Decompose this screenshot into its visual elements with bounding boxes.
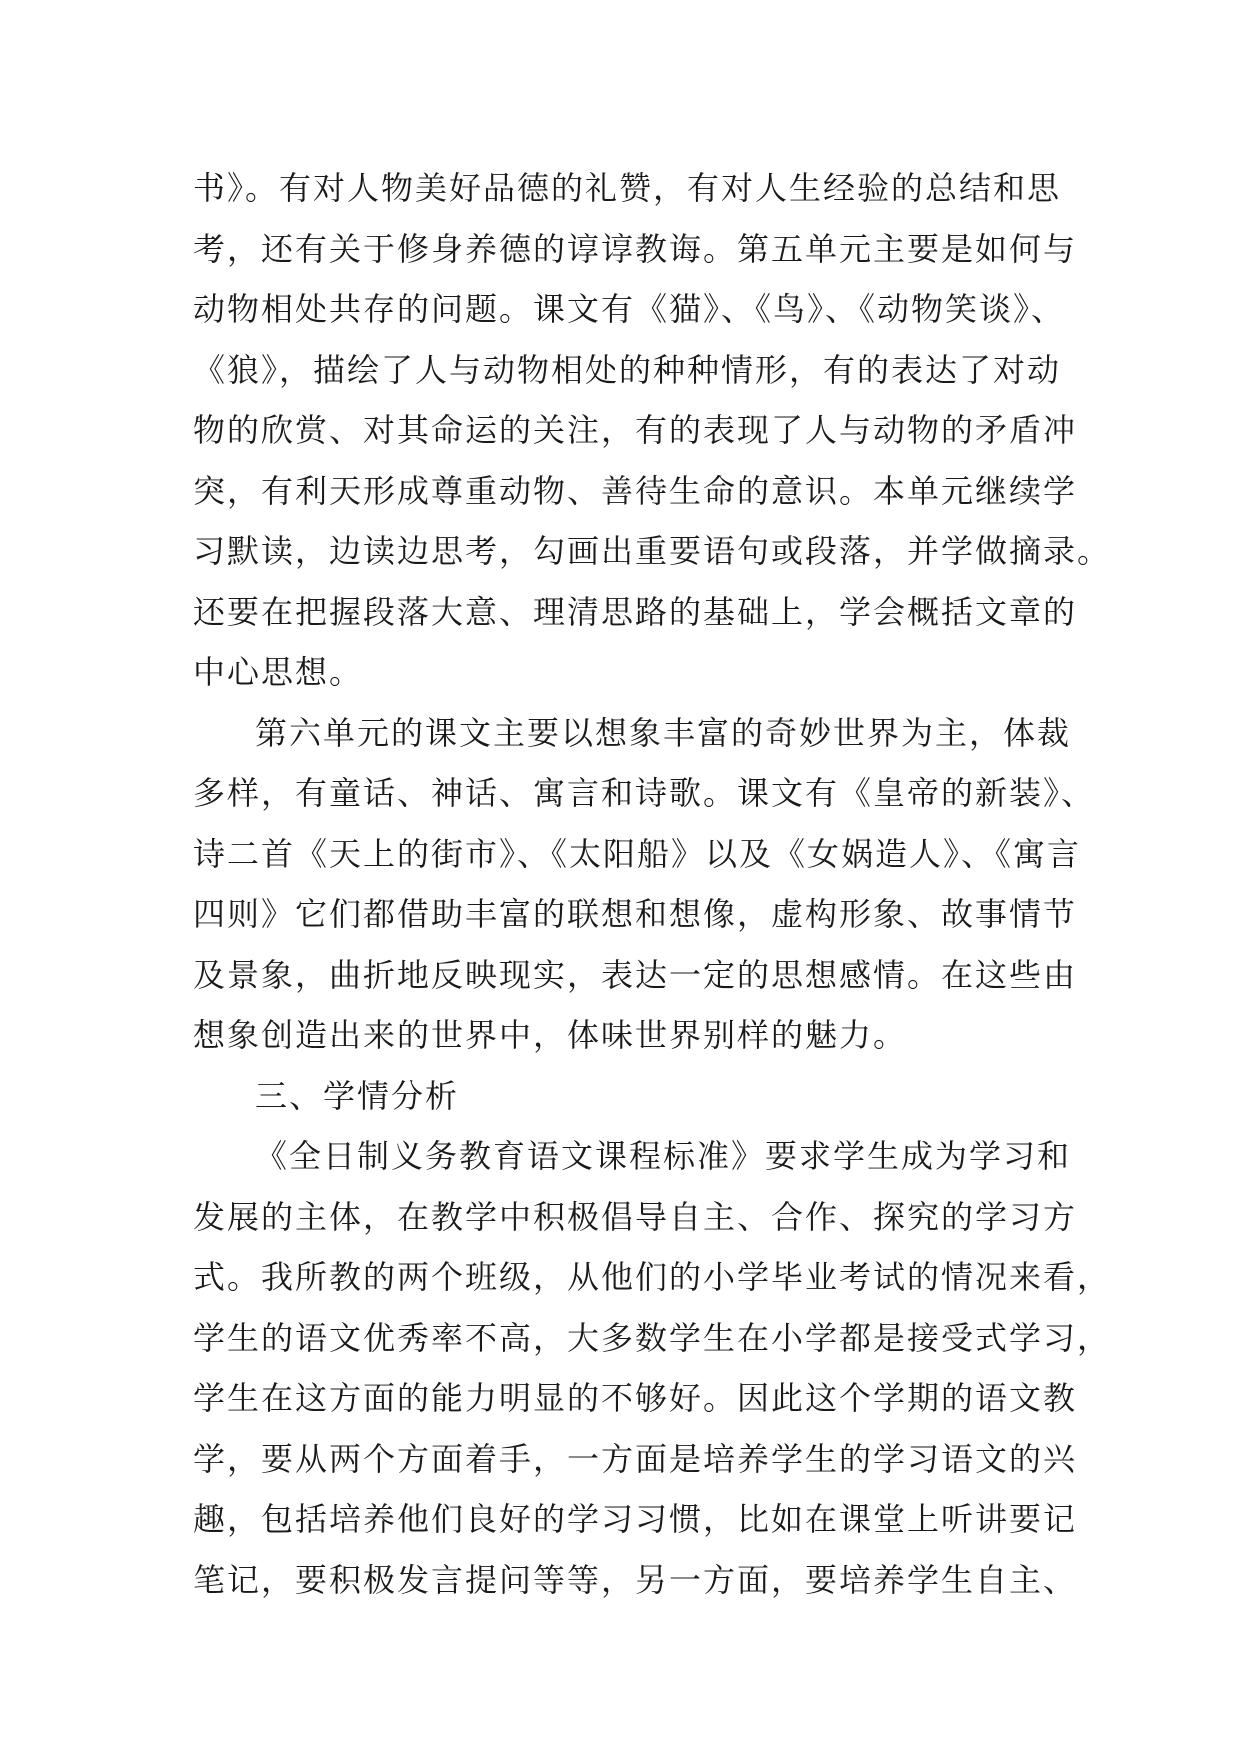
paragraph-unit-six [193, 703, 1096, 1066]
text-line: 突，有利天形成尊重动物、善待生命的意识。本单元继续学 [193, 471, 1078, 510]
text-line: 想象创造出来的世界中，体味世界别样的魅力。 [193, 1016, 908, 1054]
text-line: 笔记，要积极发言提问等等，另一方面，要培养学生自主、 [193, 1560, 1078, 1599]
text-line: 《狼》，描绘了人与动物相处的种种情形，有的表达了对动 [193, 350, 1062, 389]
text-line: 考，还有关于修身养德的谆谆教诲。第五单元主要是如何与 [193, 229, 1078, 268]
text-line: 学生在这方面的能力明显的不够好。因此这个学期的语文教 [193, 1379, 1078, 1417]
text-line: 物的欣赏、对其命运的关注，有的表现了人与动物的矛盾冲 [193, 411, 1078, 449]
paragraph-unit-five-continued [193, 158, 1112, 703]
text-line: 学生的语文优秀率不高，大多数学生在小学都是接受式学习， [193, 1318, 1112, 1357]
text-line: 趣，包括培养他们良好的学习习惯，比如在课堂上听讲要记 [193, 1500, 1078, 1538]
document-body [193, 158, 1112, 1610]
text-line-indented: 第六单元的课文主要以想象丰富的奇妙世界为主，体裁 [255, 713, 1072, 752]
text-line: 学，要从两个方面着手，一方面是培养学生的学习语文的兴 [193, 1439, 1078, 1478]
text-line: 式。我所教的两个班级，从他们的小学毕业考试的情况来看， [193, 1258, 1112, 1296]
section-heading [193, 1066, 1055, 1127]
text-line: 发展的主体，在教学中积极倡导自主、合作、探究的学习方 [193, 1197, 1078, 1236]
text-line: 习默读，边读边思考，勾画出重要语句或段落，并学做摘录。 [193, 532, 1112, 570]
section-heading-text: 三、学情分析 [255, 1076, 460, 1115]
text-line: 四则》它们都借助丰富的联想和想像，虚构形象、故事情节 [193, 895, 1078, 933]
paragraph-learning-analysis [193, 1126, 1112, 1610]
text-line: 多样，有童话、神话、寓言和诗歌。课文有《皇帝的新装》、 [193, 774, 1096, 812]
text-line: 还要在把握段落大意、理清思路的基础上，学会概括文章的 [193, 592, 1078, 631]
text-line: 及景象，曲折地反映现实，表达一定的思想感情。在这些由 [193, 955, 1078, 994]
text-line-indented: 《全日制义务教育语文课程标准》要求学生成为学习和 [255, 1137, 1072, 1175]
text-line: 中心思想。 [193, 653, 364, 691]
text-line: 诗二首《天上的街市》、《太阳船》以及《女娲造人》、《寓言 [193, 834, 1082, 873]
text-line: 动物相处共存的问题。课文有《猫》、《鸟》、《动物笑谈》、 [193, 290, 1066, 328]
text-line: 书》。有对人物美好品德的礼赞，有对人生经验的总结和思 [193, 169, 1062, 207]
